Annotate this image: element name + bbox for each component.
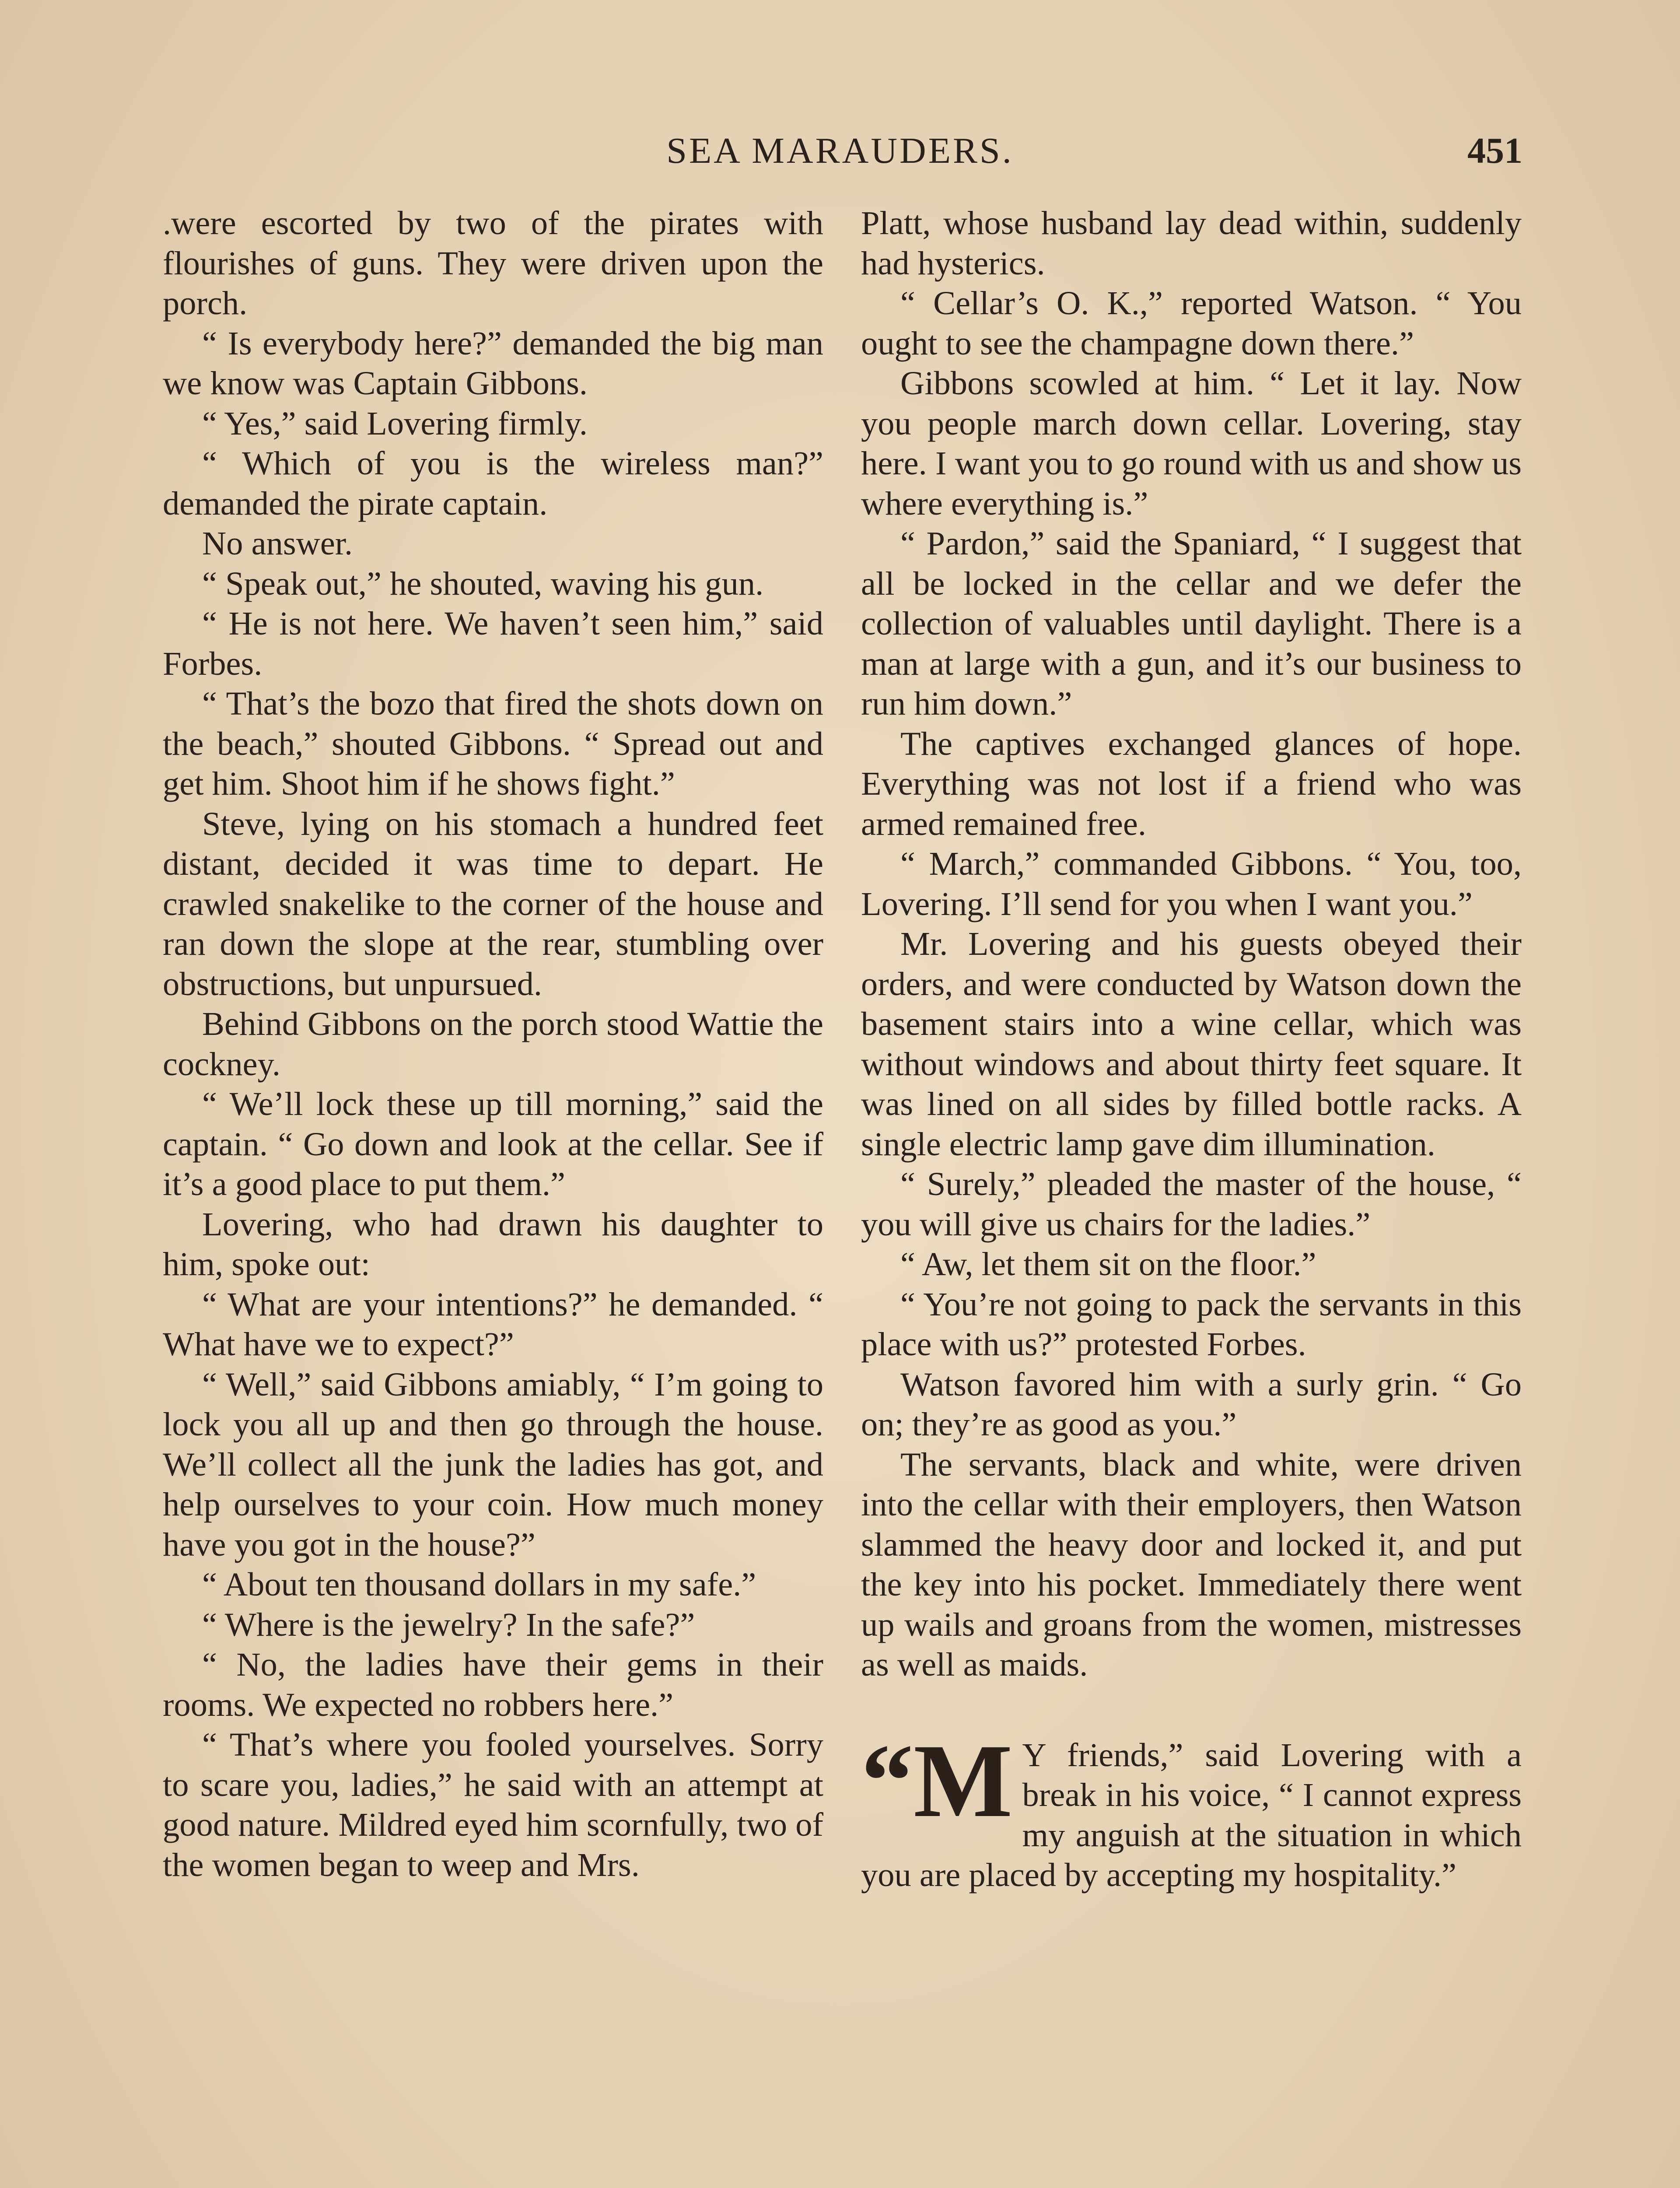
paragraph: “ Pardon,” said the Spaniard, “ I suggest that all be locked in the cellar and we defer the collection of valuables until daylight. There is a man at large with a gun, and it’s our business to run him down.” <box>861 525 1522 722</box>
paragraph: “ No, the ladies have their gems in their rooms. We expected no robbers here.” <box>163 1646 823 1723</box>
paragraph: “ Yes,” said Lovering firmly. <box>202 404 588 442</box>
paragraph: “ That’s where you fooled yourselves. Sorry to scare you, ladies,” he said with an attempt at good nature. Mildred eyed him scornfully, two of the women began to weep and Mrs. <box>163 1726 823 1883</box>
paragraph: “ Well,” said Gibbons amiably, “ I’m going to lock you all up and then go through the house. We’ll collect all the junk the ladies has got, and help ourselves to your coin. How much money have you got in the house?” <box>163 1365 823 1563</box>
paragraph: “ We’ll lock these up till morning,” said the captain. “ Go down and look at the cellar. See if it’s a good place to put them.” <box>163 1085 823 1203</box>
paragraph: Gibbons scowled at him. “ Let it lay. Now you people march down cellar. Lovering, stay here. I want you to go round with us and show us where everything is.” <box>861 365 1522 522</box>
drop-cap-paragraph <box>861 1722 1522 1895</box>
paragraph: “ He is not here. We haven’t seen him,” said Forbes. <box>163 605 823 682</box>
drop-cap-paragraph-text: Y friends,” said Lovering with a break in his voice, “ I cannot express my anguish at the situation in which you are placed by accepting my hospitality.” <box>861 1736 1522 1893</box>
page-number: 451 <box>1467 130 1522 171</box>
paragraph: Behind Gibbons on the porch stood Wattie the cockney. <box>163 1005 823 1083</box>
paragraph: The servants, black and white, were driven into the cellar with their employers, then Watson slammed the heavy door and locked it, and put the key into his pocket. Immediately there went up wails and groans from the women, mistresses as well as maids. <box>861 1445 1522 1683</box>
drop-cap-letter: “M <box>861 1722 1013 1839</box>
paragraph: Watson favored him with a surly grin. “ Go on; they’re as good as you.” <box>861 1365 1522 1443</box>
paragraph: “ Where is the jewelry? In the safe?” <box>202 1606 695 1643</box>
left-column <box>163 203 823 1885</box>
page-header <box>158 127 1522 175</box>
paragraph: .were escorted by two of the pirates with flourishes of guns. They were driven upon the porch. <box>163 204 823 322</box>
paragraph: No answer. <box>202 525 353 562</box>
paragraph: “ Is everybody here?” demanded the big man we know was Captain Gibbons. <box>163 324 823 402</box>
paragraph: Mr. Lovering and his guests obeyed their orders, and were conducted by Watson down the basement stairs into a wine cellar, which was without windows and about thirty feet square. It was lined on all sides by filled bottle racks. A single electric lamp gave dim illumination. <box>861 925 1522 1163</box>
paragraph: “ March,” commanded Gibbons. “ You, too, Lovering. I’ll send for you when I want you.” <box>861 845 1522 922</box>
paragraph: “ Which of you is the wireless man?” demanded the pirate captain. <box>163 445 823 522</box>
paragraph: “ Surely,” pleaded the master of the house, “ you will give us chairs for the ladies.” <box>861 1165 1522 1243</box>
paragraph: Lovering, who had drawn his daughter to him, spoke out: <box>163 1205 823 1283</box>
paragraph: Platt, whose husband lay dead within, suddenly had hysterics. <box>861 204 1522 282</box>
paragraph: The captives exchanged glances of hope. Everything was not lost if a friend who was armed remained free. <box>861 725 1522 842</box>
paragraph: “ Cellar’s O. K.,” reported Watson. “ You ought to see the champagne down there.” <box>861 284 1522 362</box>
paragraph: “ Aw, let them sit on the floor.” <box>900 1245 1316 1283</box>
paragraph: “ What are your intentions?” he demanded. “ What have we to expect?” <box>163 1285 823 1363</box>
paragraph: “ That’s the bozo that fired the shots down on the beach,” shouted Gibbons. “ Spread out and get him. Shoot him if he shows fight.” <box>163 685 823 802</box>
paragraph: “ You’re not going to pack the servants in this place with us?” protested Forbes. <box>861 1285 1522 1363</box>
running-title: SEA MARAUDERS. <box>666 130 1014 171</box>
paragraph: “ Speak out,” he shouted, waving his gun. <box>202 565 764 602</box>
right-column <box>861 203 1522 1895</box>
paragraph: “ About ten thousand dollars in my safe.” <box>202 1566 756 1603</box>
paragraph: Steve, lying on his stomach a hundred feet distant, decided it was time to depart. He crawled snakelike to the corner of the house and ran down the slope at the rear, stumbling over obstructions, but unpursued. <box>163 805 823 1003</box>
